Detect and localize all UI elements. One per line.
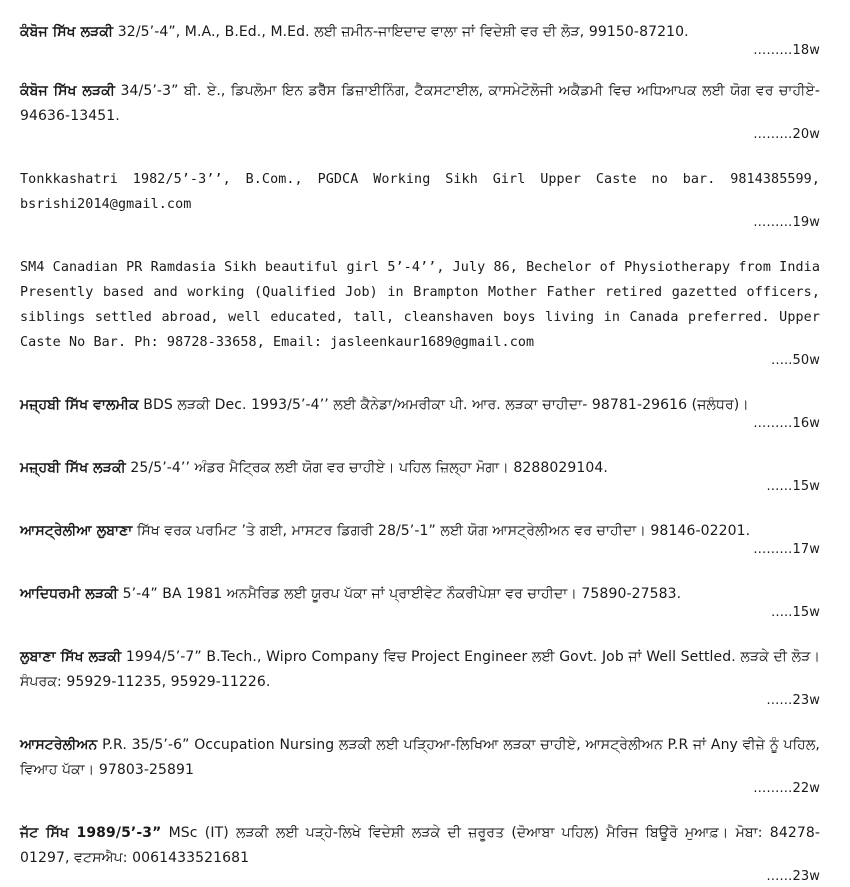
ad-heading: ਮਜ਼੍ਹਬੀ ਸਿੱਖ ਲੜਕੀ [20,460,126,476]
ad-item [20,20,820,61]
ad-item [20,255,820,371]
ad-heading: ਆਸਟਰੇਲੀਅਨ [20,737,98,753]
ad-text: 1994/5’-7” B.Tech., Wipro Company ਵਿਚ Project Engineer ਲਈ Govt. Job ਜਾਂ Well Settled. ਲੜਕੇ ਦੀ ਲੋੜ। ਸੰਪਰਕ: 95929-11235, 95929-11226. [20,649,820,690]
ad-ref: ……23w [766,869,820,884]
ad-text: SM4 Canadian PR Ramdasia Sikh beautiful girl 5’-4’’, July 86, Bechelor of Physiotherapy from India Presently based and working (Qualified Job) in Brampton Mother Father retired gazetted officers, siblings settled abroad, well educated, tall, cleanshaven boys living in Canada preferred. Upper Caste No Bar. Ph: 98728-33658, Email: jasleenkaur1689@gmail.com [20,260,820,350]
ad-ref: ……23w [766,693,820,708]
ad-heading: ਆਸਟ੍ਰੇਲੀਆ ਲੁਬਾਣਾ [20,523,133,539]
ad-item [20,645,820,711]
ad-ref: …..15w [770,605,820,620]
ad-text: Tonkkashatri 1982/5’-3’’, B.Com., PGDCA Working Sikh Girl Upper Caste no bar. 9814385599, bsrishi2014@gmail.com [20,172,820,212]
ad-text: 34/5’-3” ਬੀ. ਏ., ਡਿਪਲੋਮਾ ਇਨ ਡਰੈੱਸ ਡਿਜ਼ਾਈਨਿੰਗ, ਟੈਕਸਟਾਈਲ, ਕਾਸਮੇਟੋਲੋਜੀ ਅਕੈਡਮੀ ਵਿਚ ਅਧਿਆਪਕ ਲਈ ਯੋਗ ਵਰ ਚਾਹੀਏ- 94636-13451. [20,83,820,124]
ad-text: ਸਿੱਖ ਵਰਕ ਪਰਮਿਟ ’ਤੇ ਗਈ, ਮਾਸਟਰ ਡਿਗਰੀ 28/5’-1” ਲਈ ਯੋਗ ਆਸਟ੍ਰੇਲੀਅਨ ਵਰ ਚਾਹੀਦਾ। 98146-02201. [132,523,751,539]
ad-ref: ………19w [753,215,820,230]
ad-heading: ਕੰਬੋਜ ਸਿੱਖ ਲੜਕੀ [20,83,116,99]
ad-heading: ਮਜ਼੍ਹਬੀ ਸਿੱਖ ਵਾਲਮੀਕ [20,397,139,413]
ad-item [20,393,820,434]
ad-ref: ………22w [753,781,820,796]
ad-item [20,821,820,887]
ad-text: MSc (IT) ਲੜਕੀ ਲਈ ਪੜ੍ਹੇ-ਲਿਖੇ ਵਿਦੇਸ਼ੀ ਲੜਕੇ ਦੀ ਜ਼ਰੂਰਤ (ਦੋਆਬਾ ਪਹਿਲ) ਮੈਰਿਜ ਬਿਊਰੋ ਮੁਆਫ਼। ਮੋਬਾ: 84278-01297, ਵਟਸਐਪ: 0061433521681 [20,825,820,866]
ad-heading: ਆਦਿਧਰਮੀ ਲੜਕੀ [20,586,119,602]
ad-ref: ……15w [766,479,820,494]
ad-heading: ਜੱਟ ਸਿੱਖ 1989/5’-3” [20,825,162,841]
ad-text: 25/5’-4’’ ਅੰਡਰ ਮੈਟ੍ਰਿਕ ਲਈ ਯੋਗ ਵਰ ਚਾਹੀਏ। ਪਹਿਲ ਜ਼ਿਲ੍ਹਾ ਮੋਗਾ। 8288029104. [125,460,608,476]
ad-item [20,519,820,560]
ad-item [20,733,820,799]
ad-text: BDS ਲੜਕੀ Dec. 1993/5’-4’’ ਲਈ ਕੈਨੇਡਾ/ਅਮਰੀਕਾ ਪੀ. ਆਰ. ਲੜਕਾ ਚਾਹੀਦਾ- 98781-29616 (ਜਲੰਧਰ)। [138,397,749,413]
ad-text: 32/5’-4”, M.A., B.Ed., M.Ed. ਲਈ ਜ਼ਮੀਨ-ਜਾਇਦਾਦ ਵਾਲਾ ਜਾਂ ਵਿਦੇਸ਼ੀ ਵਰ ਦੀ ਲੋੜ, 99150-87210. [113,24,689,40]
ad-ref: ………18w [753,43,820,58]
ad-heading: ਲੁਬਾਣਾ ਸਿੱਖ ਲੜਕੀ [20,649,122,665]
ad-ref: ………20w [753,127,820,142]
ad-item [20,582,820,623]
ad-text: P.R. 35/5’-6” Occupation Nursing ਲੜਕੀ ਲਈ ਪੜ੍ਹਿਆ-ਲਿਖਿਆ ਲੜਕਾ ਚਾਹੀਏ, ਆਸਟ੍ਰੇਲੀਅਨ P.R ਜਾਂ Any ਵੀਜ਼ੇ ਨੂੰ ਪਹਿਲ, ਵਿਆਹ ਪੱਕਾ। 97803-25891 [20,737,820,778]
ad-item [20,79,820,145]
ad-item [20,167,820,233]
ad-ref: ………17w [753,542,820,557]
ad-item [20,456,820,497]
ad-text: 5’-4” BA 1981 ਅਨਮੈਰਿਡ ਲਈ ਯੂਰਪ ਪੱਕਾ ਜਾਂ ਪ੍ਰਾਈਵੇਟ ਨੌਕਰੀਪੇਸ਼ਾ ਵਰ ਚਾਹੀਦਾ। 75890-27583. [118,586,682,602]
ad-ref: ………16w [753,416,820,431]
ad-ref: …..50w [770,353,820,368]
ad-heading: ਕੰਬੋਜ ਸਿੱਖ ਲੜਕੀ [20,24,114,40]
